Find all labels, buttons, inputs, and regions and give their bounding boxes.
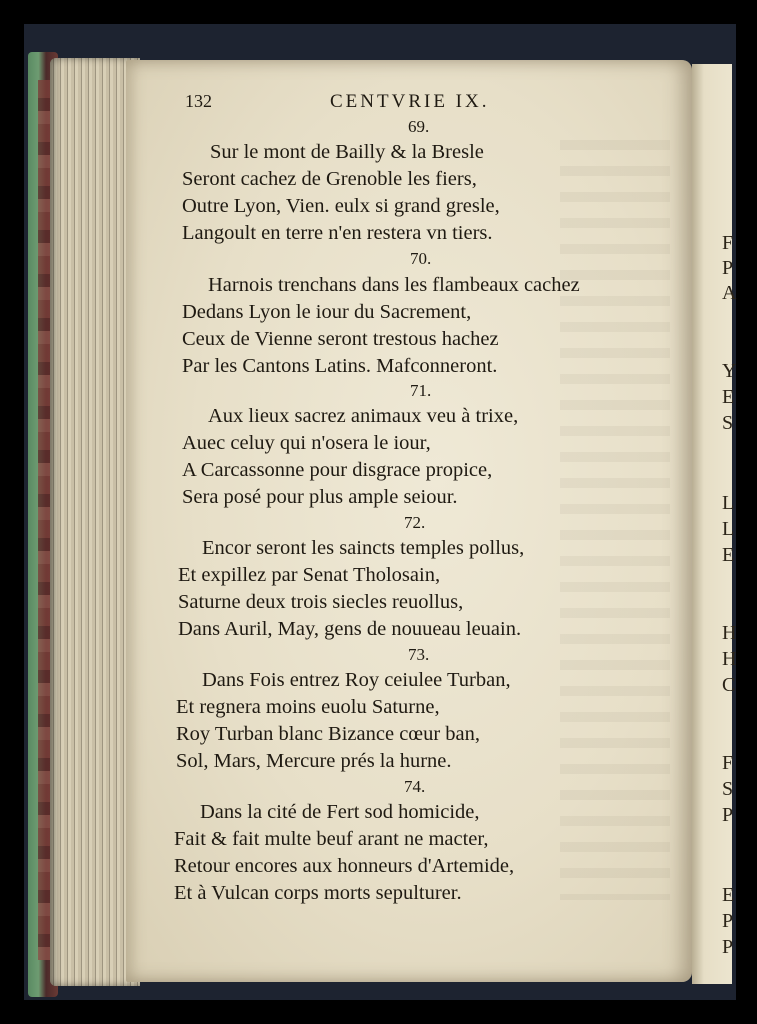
verse-line: Retour encores aux honneurs d'Artemide, bbox=[174, 855, 515, 877]
verse-line: Et expillez par Senat Tholosain, bbox=[178, 564, 441, 586]
quatrain-number: 70. bbox=[410, 249, 432, 268]
verse-line: Sol, Mars, Mercure prés la hurne. bbox=[176, 750, 452, 772]
verse-line: Dans Fois entrez Roy ceiulee Turban, bbox=[202, 669, 511, 691]
running-head: CENTVRIE IX. bbox=[330, 91, 490, 112]
verse-line: Par les Cantons Latins. Mafconneront. bbox=[182, 355, 498, 377]
quatrain-number: 69. bbox=[408, 117, 430, 136]
facing-page-letter: L bbox=[722, 492, 735, 514]
bleed-through-shading bbox=[560, 140, 670, 900]
verse-line: Dedans Lyon le iour du Sacrement, bbox=[182, 301, 472, 323]
facing-page-letter: H bbox=[722, 648, 737, 670]
facing-page-letter: E bbox=[722, 884, 735, 906]
verse-line: Fait & fait multe beuf arant ne macter, bbox=[174, 828, 489, 850]
quatrain-number: 71. bbox=[410, 381, 432, 400]
facing-page-sliver bbox=[692, 64, 737, 984]
facing-page-letter: P bbox=[722, 910, 734, 932]
facing-page-letter: Y bbox=[722, 360, 737, 382]
facing-page-letter: H bbox=[722, 622, 737, 644]
facing-page-letter: F bbox=[722, 752, 734, 774]
facing-page-letter: C bbox=[722, 674, 736, 696]
verse-line: Et à Vulcan corps morts sepulturer. bbox=[174, 882, 462, 904]
verse-line: Encor seront les saincts temples pollus, bbox=[202, 537, 525, 559]
facing-page-letter: P bbox=[722, 257, 734, 279]
facing-page-letter: P bbox=[722, 804, 734, 826]
verse-line: Dans la cité de Fert sod homicide, bbox=[200, 801, 480, 823]
verse-line: Saturne deux trois siecles reuollus, bbox=[178, 591, 464, 613]
verse-line: Ceux de Vienne seront trestous hachez bbox=[182, 328, 499, 350]
facing-page-letter: F bbox=[722, 232, 734, 254]
verse-line: Langoult en terre n'en restera vn tiers. bbox=[182, 222, 493, 244]
verse-line: Sur le mont de Bailly & la Bresle bbox=[210, 141, 484, 163]
verse-line: A Carcassonne pour disgrace propice, bbox=[182, 459, 493, 481]
verse-line: Auec celuy qui n'osera le iour, bbox=[182, 432, 431, 454]
verse-line: Roy Turban blanc Bizance cœur ban, bbox=[176, 723, 481, 745]
facing-page-letter: S bbox=[722, 778, 734, 800]
quatrain-number: 73. bbox=[408, 645, 430, 664]
quatrain-number: 74. bbox=[404, 777, 426, 796]
verse-line: Outre Lyon, Vien. eulx si grand gresle, bbox=[182, 195, 500, 217]
facing-page-letter: P bbox=[722, 936, 734, 958]
facing-page-letter: A bbox=[722, 282, 737, 304]
facing-page-letter: S bbox=[722, 412, 734, 434]
facing-page-letter: E bbox=[722, 544, 735, 566]
verse-line: Et regnera moins euolu Saturne, bbox=[176, 696, 440, 718]
quatrain-number: 72. bbox=[404, 513, 426, 532]
facing-page-letter: E bbox=[722, 386, 735, 408]
verse-line: Sera posé pour plus ample seiour. bbox=[182, 486, 458, 508]
verse-line: Dans Auril, May, gens de nouueau leuain. bbox=[178, 618, 522, 640]
verse-line: Seront cachez de Grenoble les fiers, bbox=[182, 168, 477, 190]
verse-line: Harnois trenchans dans les flambeaux cachez bbox=[208, 274, 580, 296]
facing-page-letter: L bbox=[722, 518, 735, 540]
verse-line: Aux lieux sacrez animaux veu à trixe, bbox=[208, 405, 519, 427]
page-number: 132 bbox=[185, 91, 212, 111]
